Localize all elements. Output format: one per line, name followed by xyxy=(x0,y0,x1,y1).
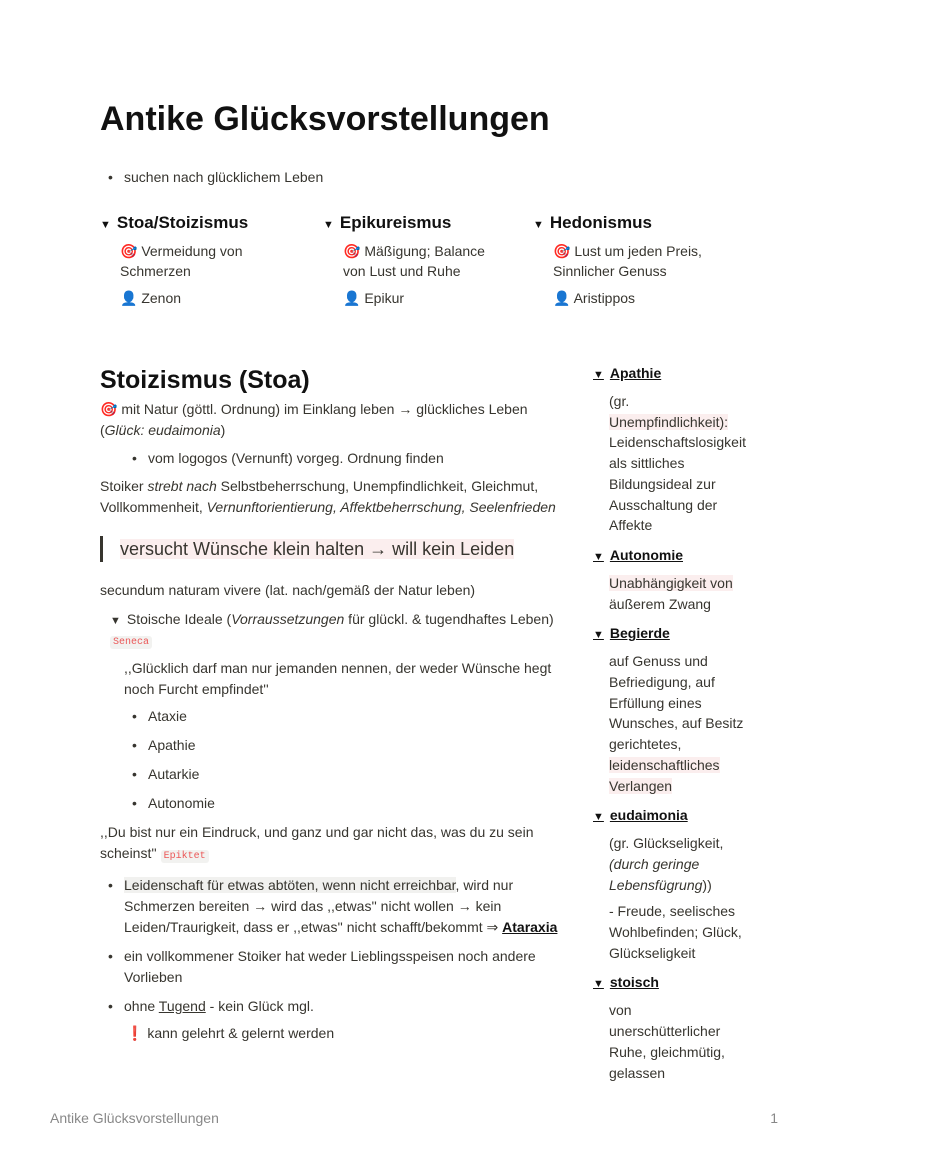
glossary-toggle-begierde[interactable]: ▼ Begierde xyxy=(593,625,670,642)
definition-line: als sittliches xyxy=(609,455,685,472)
text: , wird nur Schmerzen bereiten → wird das ,,etwas'' nicht wollen → kein Leiden/Traurigkeit, dass er ,,etwas'' nicht schafft/bekommt ⇒ xyxy=(124,877,514,935)
person-name: Epikur xyxy=(364,290,405,306)
goal-text: von Lust und Ruhe xyxy=(343,263,461,279)
text: ( xyxy=(100,422,105,438)
toggle-triangle-icon[interactable]: ▼ xyxy=(110,615,121,627)
text: Vernunftorientierung, Affektbeherrschung, Seelenfrieden xyxy=(206,499,556,515)
footer-title: Antike Glücksvorstellungen xyxy=(50,1110,219,1126)
text: für glückl. & tugendhaftes Leben) xyxy=(344,611,554,627)
definition-line: - Freude, seelisches xyxy=(609,903,736,920)
definition-line: Glückseligkeit xyxy=(609,944,696,961)
definition-line: gelassen xyxy=(609,1064,666,1081)
toggle-stoische-ideale[interactable] xyxy=(110,609,560,814)
goal-text: Vermeidung von xyxy=(141,243,243,259)
definition-line: Bildungsideal zur xyxy=(609,475,716,492)
target-icon: 🎯 xyxy=(100,401,118,417)
section-stoizismus xyxy=(100,366,560,1044)
quote-text: versucht Wünsche klein halten → will kein Leiden xyxy=(120,539,515,559)
tag-epiktet: Epiktet xyxy=(161,850,209,863)
definition-line: )) xyxy=(702,876,712,893)
toggle-triangle-icon[interactable]: ▼ xyxy=(100,219,111,231)
definition-line: Unabhängigkeit von xyxy=(609,574,733,591)
definition-line: Befriedigung, auf xyxy=(609,674,715,691)
definition-line: leidenschaftliches xyxy=(609,756,720,773)
definition-line: auf Genuss und xyxy=(609,653,708,670)
list-item: • Autonomie xyxy=(124,793,560,814)
goal-text: Lust um jeden Preis, xyxy=(574,243,702,259)
glossary-toggle-stoisch[interactable]: ▼ stoisch xyxy=(593,974,659,991)
text: Glück: eudaimonia xyxy=(104,422,221,438)
glossary-toggle-apathie[interactable]: ▼ Apathie xyxy=(593,365,662,381)
text: ohne xyxy=(124,998,159,1014)
definition-line: Unempfindlichkeit): xyxy=(609,413,729,430)
tag-seneca: Seneca xyxy=(110,636,152,649)
text: ,,Du bist nur ein Eindruck, und ganz und gar nicht das, was du zu sein scheinst'' xyxy=(100,824,534,861)
column-hedonismus[interactable] xyxy=(533,213,743,308)
definition-line: (gr. xyxy=(609,393,630,409)
tugend-link[interactable]: Tugend xyxy=(158,998,206,1014)
definition-line: Lebensfügrung xyxy=(609,876,703,893)
exclamation-icon: ❗ xyxy=(126,1025,144,1041)
warning-callout xyxy=(126,1023,560,1044)
definition-line: unerschütterlicher xyxy=(609,1023,721,1040)
target-icon: 🎯 xyxy=(120,243,138,259)
definition-line: Leidenschaftslosigkeit xyxy=(609,434,746,451)
goal-text: Sinnlicher Genuss xyxy=(553,263,667,279)
column-title: Epikureismus xyxy=(339,213,452,232)
definition-line: Affekte xyxy=(609,517,653,534)
person-name: Zenon xyxy=(141,290,182,306)
target-icon: 🎯 xyxy=(553,243,571,259)
section-title: Stoizismus (Stoa) xyxy=(100,366,310,394)
text: ) xyxy=(220,422,226,438)
definition-line: Verlangen xyxy=(609,777,673,794)
text: Vorraussetzungen xyxy=(231,611,345,627)
column-title: Hedonismus xyxy=(549,213,652,232)
glossary-sidebar xyxy=(593,354,746,1083)
text: Stoiker xyxy=(100,478,148,494)
person-name: Aristippos xyxy=(573,290,636,306)
quote-block xyxy=(100,536,560,562)
list-item: • Apathie xyxy=(124,735,560,756)
text: Stoische Ideale ( xyxy=(126,611,232,627)
paragraph xyxy=(100,476,560,518)
epiktet-quote xyxy=(100,822,560,867)
person-icon: 👤 xyxy=(343,290,361,306)
page-title: Antike Glücksvorstellungen xyxy=(100,100,550,138)
list-item: • Autarkie xyxy=(124,764,560,785)
list-item xyxy=(100,875,560,938)
glossary-toggle-autonomie[interactable]: ▼ Autonomie xyxy=(593,546,683,563)
toggle-triangle-icon[interactable]: ▼ xyxy=(323,219,334,231)
seneca-quote: ,,Glücklich darf man nur jemanden nennen, der weder Wünsche hegt noch Furcht empfindet'' xyxy=(124,660,552,697)
definition-line: äußerem Zwang xyxy=(609,595,711,612)
person-icon: 👤 xyxy=(120,290,138,306)
definition-line: (durch geringe xyxy=(609,855,700,872)
definition-line: Wohlbefinden; Glück, xyxy=(609,924,742,941)
list-item: • vom logogos (Vernunft) vorgeg. Ordnung finden xyxy=(124,448,560,469)
toggle-triangle-icon[interactable]: ▼ xyxy=(533,219,544,231)
definition-line: Ausschaltung der xyxy=(609,496,718,513)
page-number: 1 xyxy=(770,1110,778,1126)
ataraxia-link[interactable]: Ataraxia xyxy=(502,919,558,935)
text: Leidenschaft für etwas abtöten, wenn nicht erreichbar xyxy=(124,877,456,893)
definition-line: von xyxy=(609,1002,632,1019)
glossary-toggle-eudaimonia[interactable]: ▼ eudaimonia xyxy=(593,807,688,824)
paragraph: secundum naturam vivere (lat. nach/gemäß der Natur leben) xyxy=(100,582,476,598)
goal-text: Mäßigung; Balance xyxy=(364,243,485,259)
goal-text: Schmerzen xyxy=(120,263,191,279)
definition-line: Ruhe, gleichmütig, xyxy=(609,1043,725,1060)
paragraph xyxy=(100,399,560,441)
text: strebt nach xyxy=(147,478,217,494)
column-title: Stoa/Stoizismus xyxy=(116,213,249,232)
target-icon: 🎯 xyxy=(343,243,361,259)
list-item: • Ataxie xyxy=(124,706,560,727)
list-item xyxy=(100,996,560,1017)
column-epikureismus[interactable] xyxy=(323,213,523,308)
text: - kein Glück mgl. xyxy=(205,998,314,1014)
definition-line: Wunsches, auf Besitz xyxy=(609,715,744,732)
definition-line: (gr. Glückseligkeit, xyxy=(609,835,724,852)
person-icon: 👤 xyxy=(553,290,571,306)
column-stoa[interactable] xyxy=(100,213,310,308)
definition-line: Erfüllung eines xyxy=(609,694,702,711)
text: kann gelehrt & gelernt werden xyxy=(147,1025,335,1041)
text: mit Natur (göttl. Ordnung) im Einklang leben → glückliches Leben xyxy=(121,401,528,417)
intro-bullet: • suchen nach glücklichem Leben xyxy=(100,167,928,188)
text: Selbstbeherrschung, Unempfindlichkeit, Gleichmut, Vollkommenheit, xyxy=(100,478,539,515)
list-item: • ein vollkommener Stoiker hat weder Lieblingsspeisen noch andere Vorlieben xyxy=(100,946,560,988)
definition-line: gerichtetes, xyxy=(609,736,682,753)
